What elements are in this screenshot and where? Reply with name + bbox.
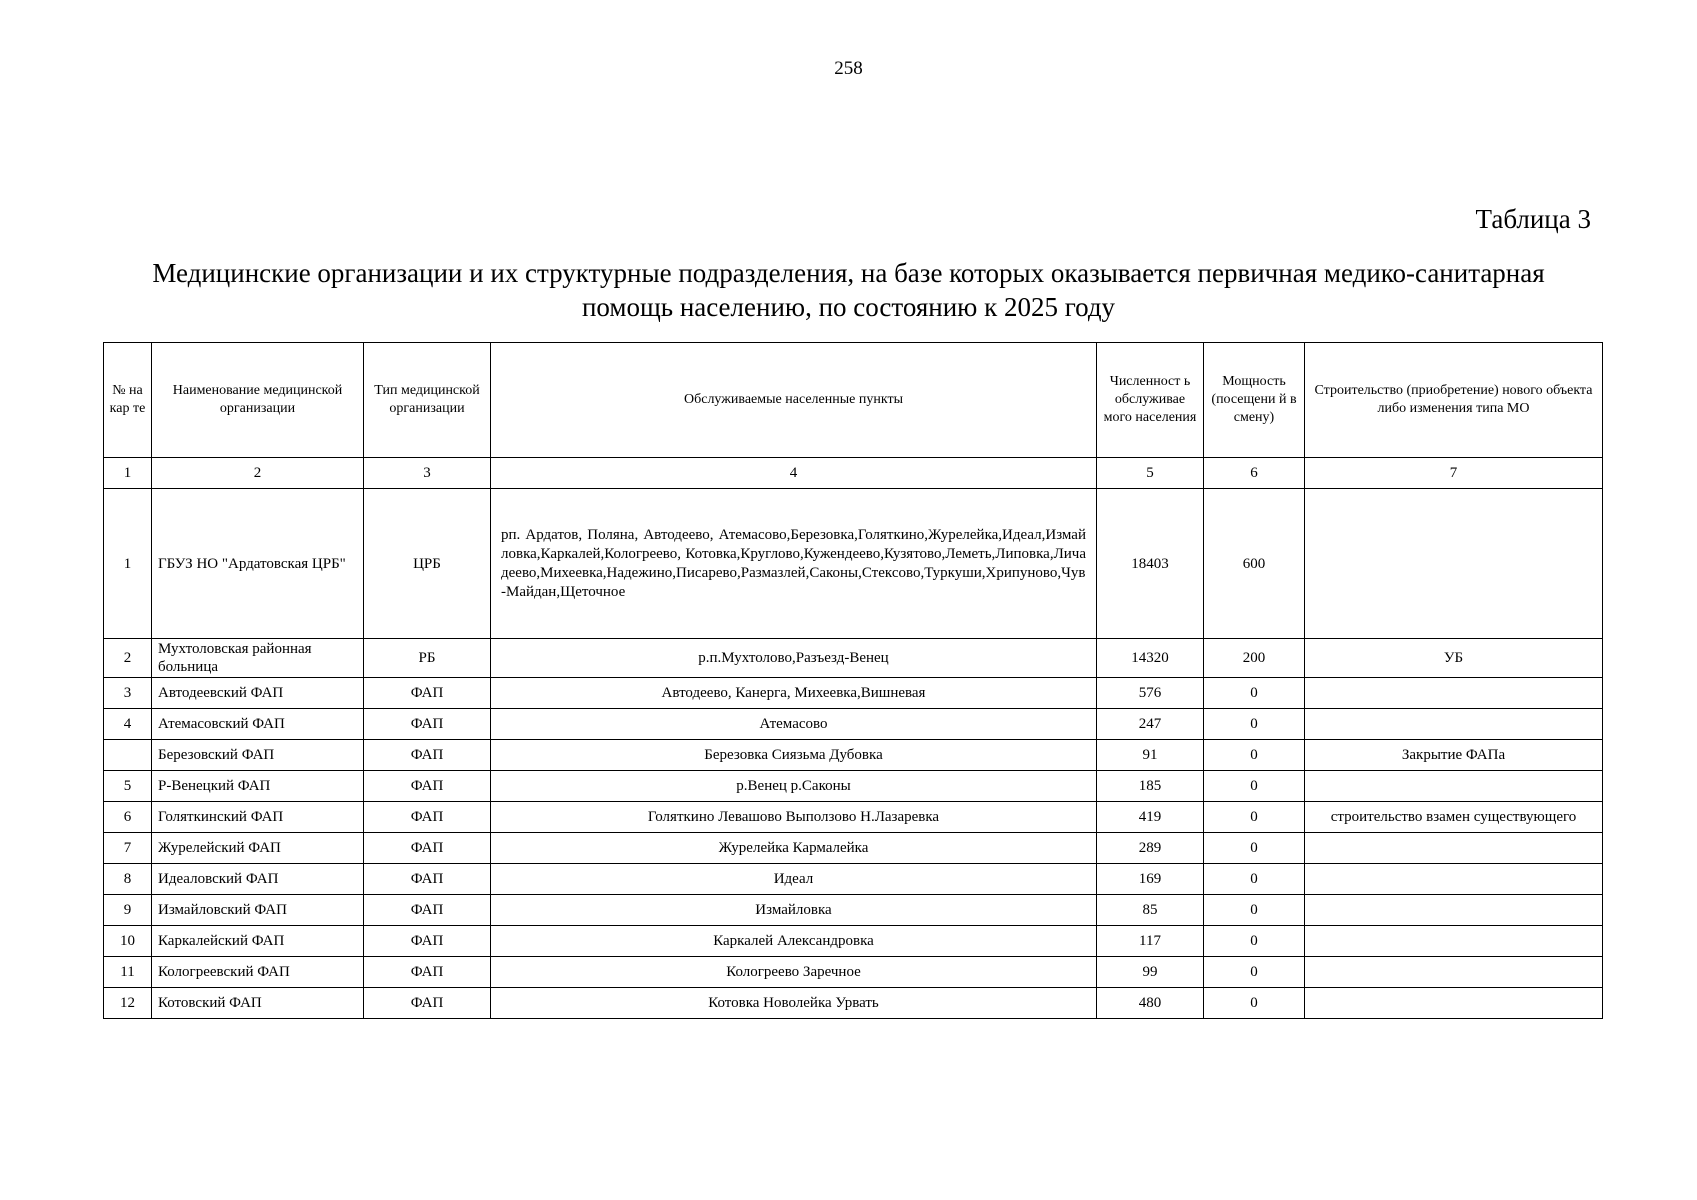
table-row: [104, 895, 1603, 926]
cell-organization-type: ФАП: [364, 957, 491, 988]
cell-served-settlements: Журелейка Кармалейка: [491, 833, 1097, 864]
table-row: [104, 639, 1603, 678]
document-title: [100, 256, 1597, 324]
cell-map-number: 12: [104, 988, 152, 1019]
cell-capacity: 0: [1204, 833, 1305, 864]
cell-map-number: 4: [104, 709, 152, 740]
cell-organization-type: РБ: [364, 639, 491, 678]
table-row: [104, 833, 1603, 864]
column-number: 7: [1305, 458, 1603, 489]
table-row: [104, 771, 1603, 802]
cell-population: 289: [1097, 833, 1204, 864]
cell-served-settlements: Кологреево Заречное: [491, 957, 1097, 988]
cell-population: 247: [1097, 709, 1204, 740]
cell-population: 99: [1097, 957, 1204, 988]
cell-organization-type: ФАП: [364, 864, 491, 895]
cell-organization-name: Р-Венецкий ФАП: [152, 771, 364, 802]
document-title-line-2: помощь населению, по состоянию к 2025 году: [581, 292, 1116, 322]
table-row: [104, 864, 1603, 895]
cell-organization-type: ФАП: [364, 709, 491, 740]
cell-organization-type: ФАП: [364, 678, 491, 709]
cell-served-settlements: Голяткино Левашово Выползово Н.Лазаревка: [491, 802, 1097, 833]
header-organization-type: Тип медицинской организации: [364, 343, 491, 458]
cell-capacity: 0: [1204, 957, 1305, 988]
table-label: Таблица 3: [1475, 204, 1591, 234]
cell-map-number: 7: [104, 833, 152, 864]
cell-construction: [1305, 678, 1603, 709]
column-number: 4: [491, 458, 1097, 489]
header-served-settlements: Обслуживаемые населенные пункты: [491, 343, 1097, 458]
cell-capacity: 0: [1204, 802, 1305, 833]
cell-capacity: 0: [1204, 926, 1305, 957]
table-row: [104, 926, 1603, 957]
cell-construction: строительство взамен существующего: [1305, 802, 1603, 833]
cell-capacity: 0: [1204, 988, 1305, 1019]
cell-map-number: 8: [104, 864, 152, 895]
cell-capacity: 0: [1204, 864, 1305, 895]
document-title-line-1: Медицинские организации и их структурные подразделения, на базе которых оказывается первичная медико-санитарная: [152, 258, 1545, 288]
cell-capacity: 0: [1204, 740, 1305, 771]
cell-map-number: 10: [104, 926, 152, 957]
cell-organization-type: ЦРБ: [364, 489, 491, 639]
cell-organization-name: Автодеевский ФАП: [152, 678, 364, 709]
table-row: [104, 740, 1603, 771]
header-capacity: Мощность (посещени й в смену): [1204, 343, 1305, 458]
cell-population: 576: [1097, 678, 1204, 709]
cell-served-settlements: р.Венец р.Саконы: [491, 771, 1097, 802]
cell-construction: [1305, 957, 1603, 988]
header-construction: Строительство (приобретение) нового объекта либо изменения типа МО: [1305, 343, 1603, 458]
column-number: 1: [104, 458, 152, 489]
cell-organization-name: Журелейский ФАП: [152, 833, 364, 864]
cell-construction: [1305, 864, 1603, 895]
cell-organization-name: Котовский ФАП: [152, 988, 364, 1019]
cell-organization-type: ФАП: [364, 802, 491, 833]
cell-construction: [1305, 771, 1603, 802]
cell-organization-type: ФАП: [364, 895, 491, 926]
cell-organization-name: Каркалейский ФАП: [152, 926, 364, 957]
cell-map-number: 1: [104, 489, 152, 639]
cell-construction: [1305, 926, 1603, 957]
cell-population: 169: [1097, 864, 1204, 895]
cell-map-number: 3: [104, 678, 152, 709]
cell-served-settlements: Котовка Новолейка Урвать: [491, 988, 1097, 1019]
cell-population: 480: [1097, 988, 1204, 1019]
header-population: Численност ь обслуживае мого населения: [1097, 343, 1204, 458]
cell-organization-name: ГБУЗ НО "Ардатовская ЦРБ": [152, 489, 364, 639]
column-number: 6: [1204, 458, 1305, 489]
table-header-row: [104, 343, 1603, 458]
cell-map-number: 5: [104, 771, 152, 802]
cell-construction: УБ: [1305, 639, 1603, 678]
cell-organization-type: ФАП: [364, 740, 491, 771]
cell-construction: [1305, 833, 1603, 864]
cell-organization-name: Идеаловский ФАП: [152, 864, 364, 895]
cell-organization-name: Мухтоловская районная больница: [152, 639, 364, 678]
table-row: [104, 709, 1603, 740]
cell-construction: Закрытие ФАПа: [1305, 740, 1603, 771]
cell-population: 185: [1097, 771, 1204, 802]
cell-construction: [1305, 988, 1603, 1019]
cell-organization-type: ФАП: [364, 988, 491, 1019]
cell-population: 419: [1097, 802, 1204, 833]
table-row: [104, 988, 1603, 1019]
cell-organization-name: Кологреевский ФАП: [152, 957, 364, 988]
cell-served-settlements: Каркалей Александровка: [491, 926, 1097, 957]
facilities-table: [103, 342, 1603, 1019]
cell-organization-name: Измайловский ФАП: [152, 895, 364, 926]
cell-map-number: 2: [104, 639, 152, 678]
cell-construction: [1305, 895, 1603, 926]
cell-map-number: 9: [104, 895, 152, 926]
table-row: [104, 489, 1603, 639]
cell-served-settlements: р.п.Мухтолово,Разъезд-Венец: [491, 639, 1097, 678]
cell-organization-name: Атемасовский ФАП: [152, 709, 364, 740]
table-row: [104, 678, 1603, 709]
column-numbering-row: [104, 458, 1603, 489]
cell-map-number: 11: [104, 957, 152, 988]
cell-map-number: 6: [104, 802, 152, 833]
cell-construction: [1305, 709, 1603, 740]
cell-population: 91: [1097, 740, 1204, 771]
cell-capacity: 200: [1204, 639, 1305, 678]
cell-capacity: 0: [1204, 709, 1305, 740]
cell-capacity: 0: [1204, 895, 1305, 926]
cell-population: 117: [1097, 926, 1204, 957]
cell-organization-type: ФАП: [364, 926, 491, 957]
cell-capacity: 600: [1204, 489, 1305, 639]
cell-served-settlements: Березовка Сиязьма Дубовка: [491, 740, 1097, 771]
cell-organization-type: ФАП: [364, 771, 491, 802]
cell-population: 18403: [1097, 489, 1204, 639]
table-row: [104, 802, 1603, 833]
cell-served-settlements: рп. Ардатов, Поляна, Автодеево, Атемасово,Березовка,Голяткино,Журелейка,Идеал,Измайловка,Каркалей,Кологреево, Котовка,Круглово,Кужендеево,Кузятово,Леметь,Липовка,Личадеево,Михеевка,Надежино,Писарево,Размазлей,Саконы,Стексово,Туркуши,Хрипуново,Чув-Майдан,Щеточное: [491, 489, 1097, 639]
cell-population: 85: [1097, 895, 1204, 926]
cell-served-settlements: Измайловка: [491, 895, 1097, 926]
header-map-number: № на кар те: [104, 343, 152, 458]
cell-organization-name: Березовский ФАП: [152, 740, 364, 771]
column-number: 2: [152, 458, 364, 489]
cell-organization-type: ФАП: [364, 833, 491, 864]
column-number: 5: [1097, 458, 1204, 489]
cell-map-number: [104, 740, 152, 771]
page-number: 258: [834, 58, 863, 79]
cell-capacity: 0: [1204, 678, 1305, 709]
cell-construction: [1305, 489, 1603, 639]
table-row: [104, 957, 1603, 988]
cell-population: 14320: [1097, 639, 1204, 678]
cell-capacity: 0: [1204, 771, 1305, 802]
cell-served-settlements: Идеал: [491, 864, 1097, 895]
header-organization-name: Наименование медицинской организации: [152, 343, 364, 458]
cell-served-settlements: Автодеево, Канерга, Михеевка,Вишневая: [491, 678, 1097, 709]
column-number: 3: [364, 458, 491, 489]
cell-organization-name: Голяткинский ФАП: [152, 802, 364, 833]
cell-served-settlements: Атемасово: [491, 709, 1097, 740]
